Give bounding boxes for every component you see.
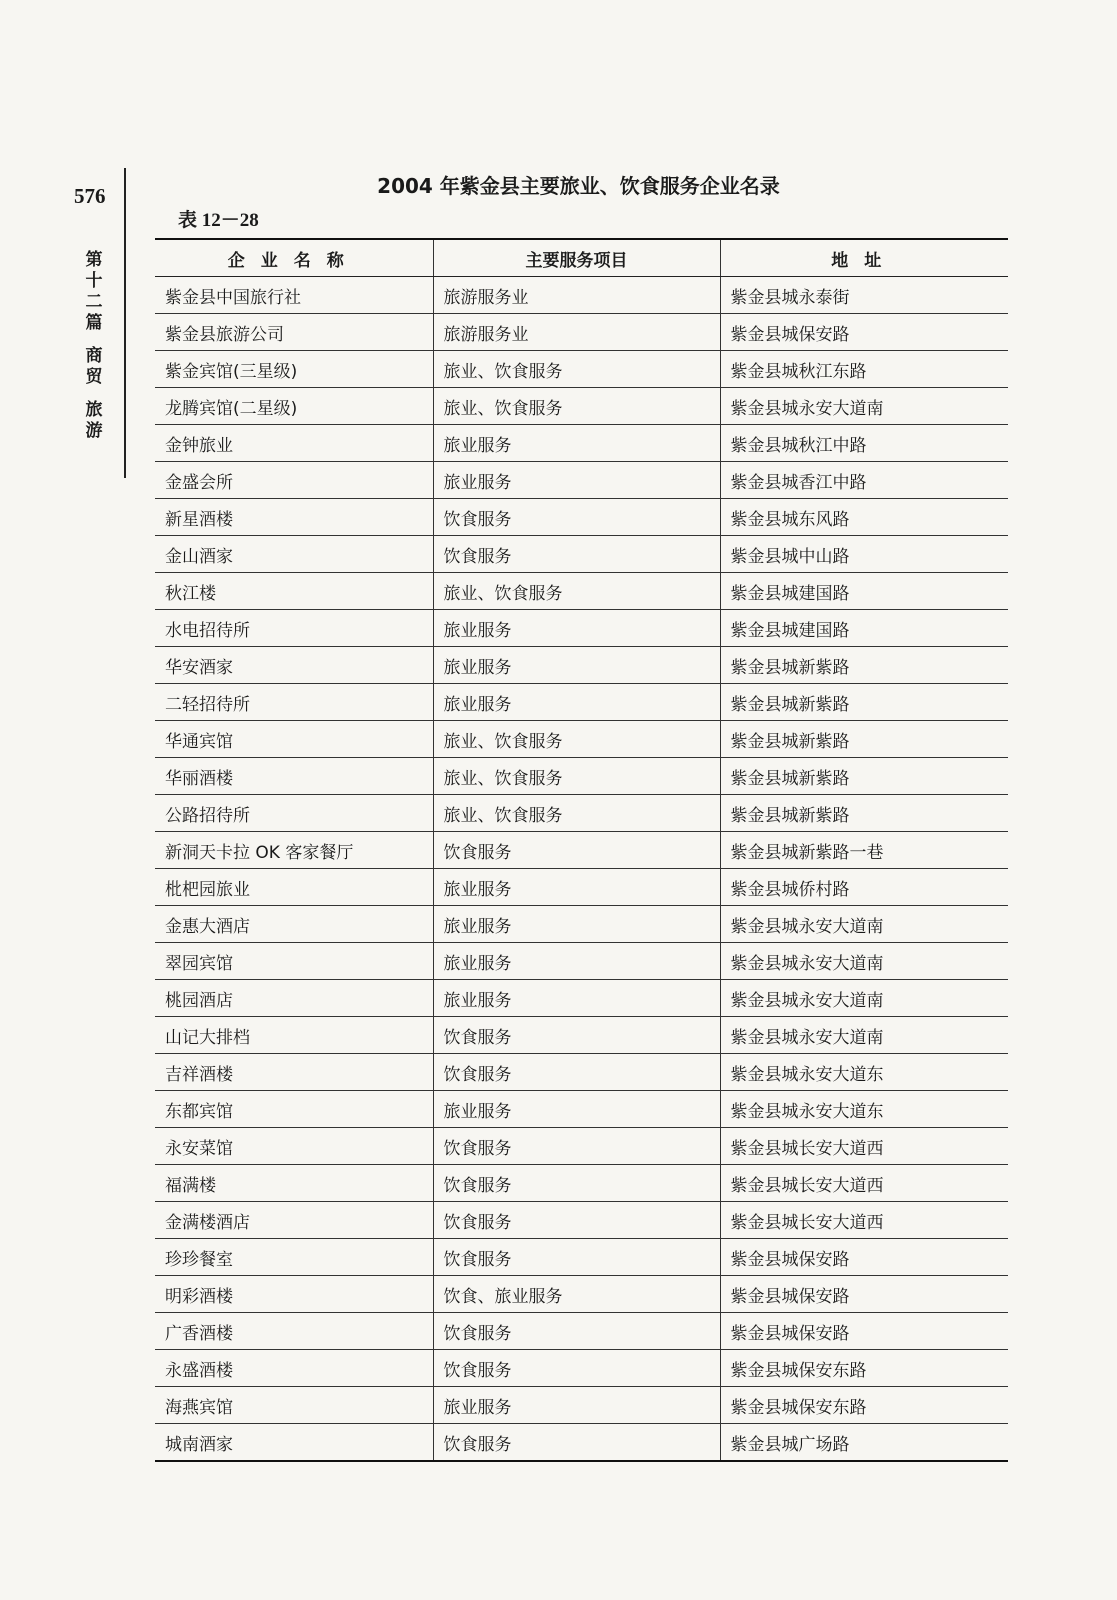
cell-enterprise-name: 城南酒家 (155, 1424, 433, 1462)
cell-address: 紫金县城永安大道南 (720, 906, 1008, 943)
table-row (155, 1165, 1008, 1202)
table-row (155, 980, 1008, 1017)
table-row (155, 1424, 1008, 1462)
cell-address: 紫金县城永安大道东 (720, 1054, 1008, 1091)
cell-main-service: 饮食服务 (433, 1165, 720, 1202)
cell-enterprise-name: 吉祥酒楼 (155, 1054, 433, 1091)
cell-main-service: 旅业、饮食服务 (433, 721, 720, 758)
cell-enterprise-name: 金盛会所 (155, 462, 433, 499)
table-row (155, 1350, 1008, 1387)
cell-main-service: 旅业、饮食服务 (433, 795, 720, 832)
cell-address: 紫金县城永安大道南 (720, 980, 1008, 1017)
cell-main-service: 饮食、旅业服务 (433, 1276, 720, 1313)
table-row (155, 943, 1008, 980)
cell-enterprise-name: 翠园宾馆 (155, 943, 433, 980)
cell-enterprise-name: 华丽酒楼 (155, 758, 433, 795)
cell-address: 紫金县城新紫路 (720, 647, 1008, 684)
cell-main-service: 旅业服务 (433, 869, 720, 906)
cell-enterprise-name: 华安酒家 (155, 647, 433, 684)
cell-main-service: 饮食服务 (433, 1202, 720, 1239)
cell-enterprise-name: 永盛酒楼 (155, 1350, 433, 1387)
table-row (155, 573, 1008, 610)
cell-main-service: 饮食服务 (433, 1017, 720, 1054)
table-row (155, 610, 1008, 647)
cell-main-service: 旅游服务业 (433, 314, 720, 351)
cell-enterprise-name: 金惠大酒店 (155, 906, 433, 943)
cell-enterprise-name: 水电招待所 (155, 610, 433, 647)
table-row (155, 1091, 1008, 1128)
cell-enterprise-name: 福满楼 (155, 1165, 433, 1202)
cell-address: 紫金县城新紫路 (720, 684, 1008, 721)
cell-enterprise-name: 永安菜馆 (155, 1128, 433, 1165)
chapter-side-label (83, 250, 105, 442)
header-address: 地址 (720, 239, 1008, 277)
side-label-char: 旅 (85, 400, 103, 420)
cell-address: 紫金县城永安大道南 (720, 943, 1008, 980)
table-row (155, 795, 1008, 832)
cell-enterprise-name: 金钟旅业 (155, 425, 433, 462)
cell-main-service: 旅游服务业 (433, 277, 720, 314)
cell-enterprise-name: 龙腾宾馆(二星级) (155, 388, 433, 425)
cell-main-service: 旅业服务 (433, 1387, 720, 1424)
cell-enterprise-name: 明彩酒楼 (155, 1276, 433, 1313)
cell-enterprise-name: 二轻招待所 (155, 684, 433, 721)
table-row (155, 314, 1008, 351)
cell-main-service: 旅业服务 (433, 1091, 720, 1128)
enterprise-directory-table (155, 238, 1008, 1462)
cell-enterprise-name: 广香酒楼 (155, 1313, 433, 1350)
cell-main-service: 旅业服务 (433, 462, 720, 499)
side-label-char: 商 (85, 346, 103, 366)
side-label-char: 二 (85, 292, 103, 312)
cell-address: 紫金县城新紫路 (720, 758, 1008, 795)
cell-main-service: 饮食服务 (433, 1128, 720, 1165)
cell-address: 紫金县城香江中路 (720, 462, 1008, 499)
table-row (155, 425, 1008, 462)
table-row (155, 1017, 1008, 1054)
cell-address: 紫金县城保安路 (720, 1239, 1008, 1276)
side-label-char: 贸 (85, 367, 103, 387)
table-row (155, 1313, 1008, 1350)
cell-main-service: 旅业服务 (433, 943, 720, 980)
table-row (155, 684, 1008, 721)
cell-enterprise-name: 华通宾馆 (155, 721, 433, 758)
header-main-service: 主要服务项目 (433, 239, 720, 277)
cell-main-service: 旅业、饮食服务 (433, 573, 720, 610)
cell-main-service: 旅业服务 (433, 610, 720, 647)
table-row (155, 869, 1008, 906)
cell-address: 紫金县城新紫路一巷 (720, 832, 1008, 869)
document-title: 2004 年紫金县主要旅业、饮食服务企业名录 (377, 174, 780, 198)
table-row (155, 1387, 1008, 1424)
cell-address: 紫金县城永泰街 (720, 277, 1008, 314)
cell-enterprise-name: 桃园酒店 (155, 980, 433, 1017)
cell-address: 紫金县城秋江东路 (720, 351, 1008, 388)
table-row (155, 1054, 1008, 1091)
table-row (155, 721, 1008, 758)
table-row (155, 758, 1008, 795)
cell-address: 紫金县城永安大道南 (720, 388, 1008, 425)
cell-address: 紫金县城长安大道西 (720, 1202, 1008, 1239)
side-label-char (83, 388, 105, 400)
table-row (155, 1202, 1008, 1239)
cell-enterprise-name: 山记大排档 (155, 1017, 433, 1054)
cell-enterprise-name: 新星酒楼 (155, 499, 433, 536)
side-label-char: 篇 (85, 313, 103, 333)
cell-address: 紫金县城长安大道西 (720, 1128, 1008, 1165)
margin-rule (124, 168, 126, 478)
header-enterprise-name: 企业名称 (155, 239, 433, 277)
cell-address: 紫金县城永安大道东 (720, 1091, 1008, 1128)
cell-enterprise-name: 紫金宾馆(三星级) (155, 351, 433, 388)
table-row (155, 351, 1008, 388)
cell-address: 紫金县城新紫路 (720, 795, 1008, 832)
table-row (155, 1128, 1008, 1165)
cell-main-service: 饮食服务 (433, 832, 720, 869)
table-label: 表 12－28 (178, 210, 259, 231)
table-header-row (155, 239, 1008, 277)
cell-main-service: 饮食服务 (433, 1424, 720, 1462)
cell-enterprise-name: 珍珍餐室 (155, 1239, 433, 1276)
cell-address: 紫金县城永安大道南 (720, 1017, 1008, 1054)
cell-address: 紫金县城秋江中路 (720, 425, 1008, 462)
cell-enterprise-name: 枇杷园旅业 (155, 869, 433, 906)
table-row (155, 1276, 1008, 1313)
cell-address: 紫金县城侨村路 (720, 869, 1008, 906)
cell-main-service: 旅业服务 (433, 684, 720, 721)
cell-main-service: 旅业服务 (433, 425, 720, 462)
cell-enterprise-name: 金满楼酒店 (155, 1202, 433, 1239)
cell-main-service: 饮食服务 (433, 536, 720, 573)
cell-enterprise-name: 金山酒家 (155, 536, 433, 573)
table-row (155, 388, 1008, 425)
table-row (155, 462, 1008, 499)
cell-main-service: 旅业服务 (433, 980, 720, 1017)
table-row (155, 277, 1008, 314)
cell-main-service: 旅业服务 (433, 647, 720, 684)
cell-enterprise-name: 公路招待所 (155, 795, 433, 832)
cell-main-service: 饮食服务 (433, 499, 720, 536)
cell-enterprise-name: 紫金县旅游公司 (155, 314, 433, 351)
table-row (155, 647, 1008, 684)
cell-address: 紫金县城建国路 (720, 573, 1008, 610)
cell-address: 紫金县城保安路 (720, 1313, 1008, 1350)
page-number: 576 (74, 184, 106, 208)
table-row (155, 499, 1008, 536)
side-label-char: 第 (85, 250, 103, 270)
cell-main-service: 旅业、饮食服务 (433, 388, 720, 425)
side-label-char: 十 (85, 271, 103, 291)
cell-enterprise-name: 东都宾馆 (155, 1091, 433, 1128)
table-row (155, 906, 1008, 943)
cell-address: 紫金县城长安大道西 (720, 1165, 1008, 1202)
cell-main-service: 饮食服务 (433, 1239, 720, 1276)
cell-address: 紫金县城中山路 (720, 536, 1008, 573)
cell-address: 紫金县城保安路 (720, 1276, 1008, 1313)
cell-address: 紫金县城保安路 (720, 314, 1008, 351)
cell-enterprise-name: 海燕宾馆 (155, 1387, 433, 1424)
side-label-char (83, 334, 105, 346)
cell-main-service: 饮食服务 (433, 1350, 720, 1387)
cell-enterprise-name: 新洞天卡拉 OK 客家餐厅 (155, 832, 433, 869)
table-row (155, 536, 1008, 573)
cell-main-service: 饮食服务 (433, 1054, 720, 1091)
cell-main-service: 旅业、饮食服务 (433, 758, 720, 795)
cell-main-service: 旅业服务 (433, 906, 720, 943)
cell-main-service: 饮食服务 (433, 1313, 720, 1350)
cell-address: 紫金县城建国路 (720, 610, 1008, 647)
cell-enterprise-name: 紫金县中国旅行社 (155, 277, 433, 314)
cell-enterprise-name: 秋江楼 (155, 573, 433, 610)
table-row (155, 1239, 1008, 1276)
table-row (155, 832, 1008, 869)
cell-main-service: 旅业、饮食服务 (433, 351, 720, 388)
cell-address: 紫金县城新紫路 (720, 721, 1008, 758)
cell-address: 紫金县城东风路 (720, 499, 1008, 536)
side-label-char: 游 (85, 421, 103, 441)
cell-address: 紫金县城保安东路 (720, 1350, 1008, 1387)
cell-address: 紫金县城保安东路 (720, 1387, 1008, 1424)
cell-address: 紫金县城广场路 (720, 1424, 1008, 1462)
